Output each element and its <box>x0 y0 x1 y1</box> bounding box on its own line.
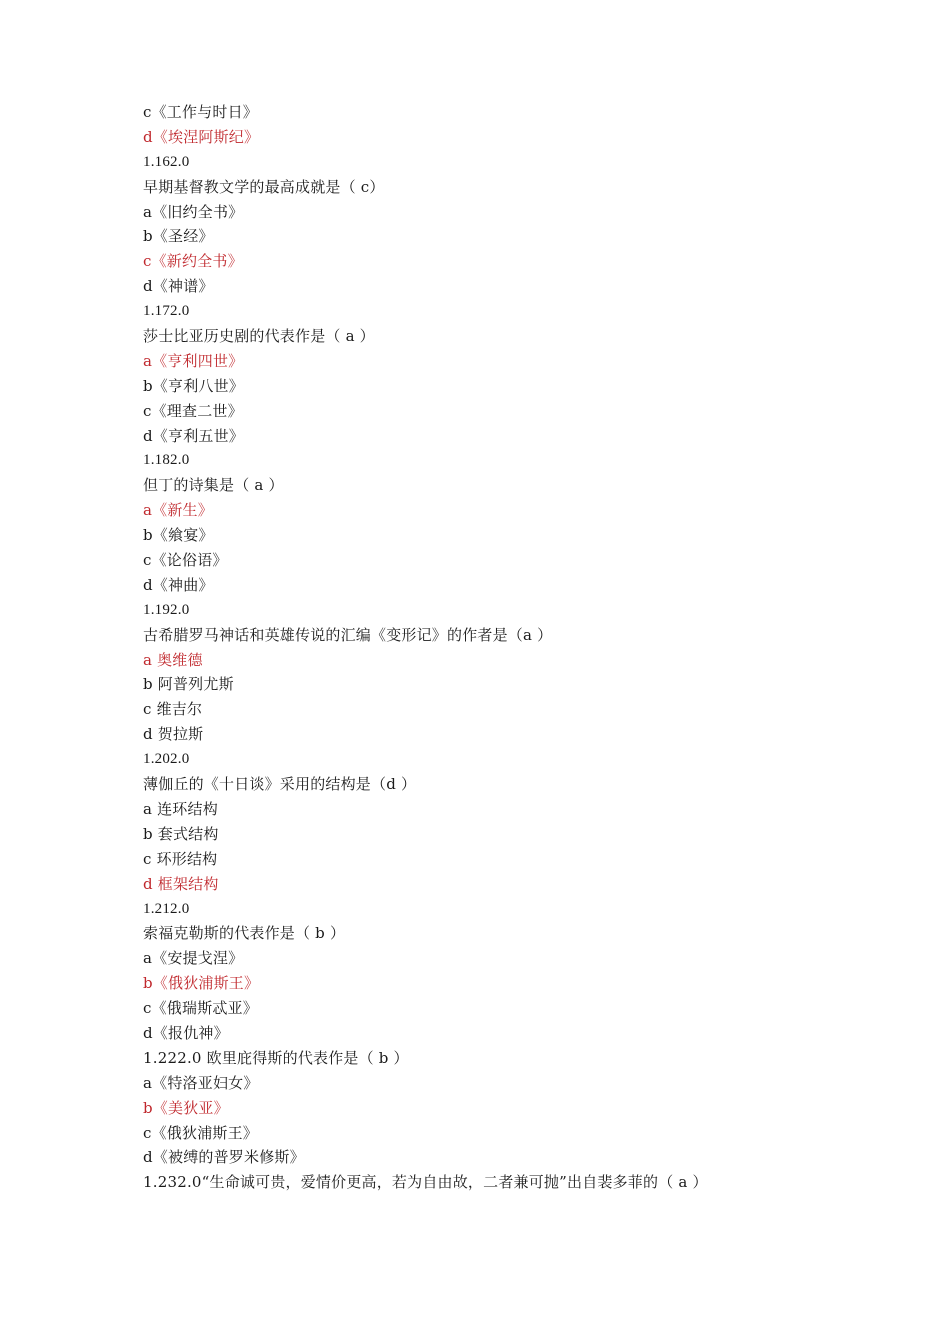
option-item: d《神谱》 <box>143 277 214 296</box>
answer-option: a《新生》 <box>143 501 213 520</box>
option-item: b 套式结构 <box>143 824 219 843</box>
answer-option: d《埃涅阿斯纪》 <box>143 127 260 146</box>
question-text: 莎士比亚历史剧的代表作是（ a ） <box>143 327 375 346</box>
option-item: a《特洛亚妇女》 <box>143 1073 259 1092</box>
option-item: c《工作与时日》 <box>143 103 259 121</box>
option-item: c 环形结构 <box>143 849 218 868</box>
option-item: b 阿普列尤斯 <box>143 675 234 694</box>
answer-option: a《亨利四世》 <box>143 351 244 370</box>
option-item: d《被缚的普罗米修斯》 <box>143 1148 305 1167</box>
question-number: 1.172.0 <box>143 303 190 320</box>
option-item: c《理查二世》 <box>143 401 243 420</box>
option-item: a《旧约全书》 <box>143 202 244 221</box>
option-item: c《俄狄浦斯王》 <box>143 1123 259 1142</box>
question-number: 1.202.0 <box>143 751 190 768</box>
option-item: c 维吉尔 <box>143 700 203 719</box>
question-number: 1.212.0 <box>143 900 190 917</box>
option-item: b《亨利八世》 <box>143 376 245 395</box>
question-text: 但丁的诗集是（ a ） <box>143 476 284 495</box>
question-text: 1.232.0“生命诚可贵，爱情价更高，若为自由故，二者兼可抛”出自裴多菲的（ a ） <box>143 1173 708 1192</box>
answer-option: c《新约全书》 <box>143 252 243 271</box>
option-item: c《论俗语》 <box>143 551 228 570</box>
question-text: 薄伽丘的《十日谈》采用的结构是（d ） <box>143 775 417 794</box>
option-item: a 连环结构 <box>143 799 218 818</box>
answer-option: a 奥维德 <box>143 650 203 669</box>
document-body <box>143 100 923 1195</box>
answer-option: d 框架结构 <box>143 874 219 893</box>
question-text: 古希腊罗马神话和英雄传说的汇编《变形记》的作者是（a ） <box>143 625 553 644</box>
option-item: d《亨利五世》 <box>143 426 245 445</box>
option-item: a《安提戈涅》 <box>143 949 244 968</box>
question-text: 1.222.0 欧里庇得斯的代表作是（ b ） <box>143 1048 409 1067</box>
option-item: d 贺拉斯 <box>143 725 204 744</box>
option-item: b《飨宴》 <box>143 526 214 545</box>
question-number: 1.182.0 <box>143 452 190 469</box>
option-item: b《圣经》 <box>143 227 214 246</box>
question-number: 1.162.0 <box>143 153 190 170</box>
answer-option: b《俄狄浦斯王》 <box>143 974 260 993</box>
option-item: d《报仇神》 <box>143 1023 229 1042</box>
answer-option: b《美狄亚》 <box>143 1098 229 1117</box>
question-text: 索福克勒斯的代表作是（ b ） <box>143 924 346 943</box>
question-text: 早期基督教文学的最高成就是（ c） <box>143 177 385 196</box>
option-item: c《俄瑞斯忒亚》 <box>143 999 259 1018</box>
question-number: 1.192.0 <box>143 601 190 618</box>
option-item: d《神曲》 <box>143 575 214 594</box>
